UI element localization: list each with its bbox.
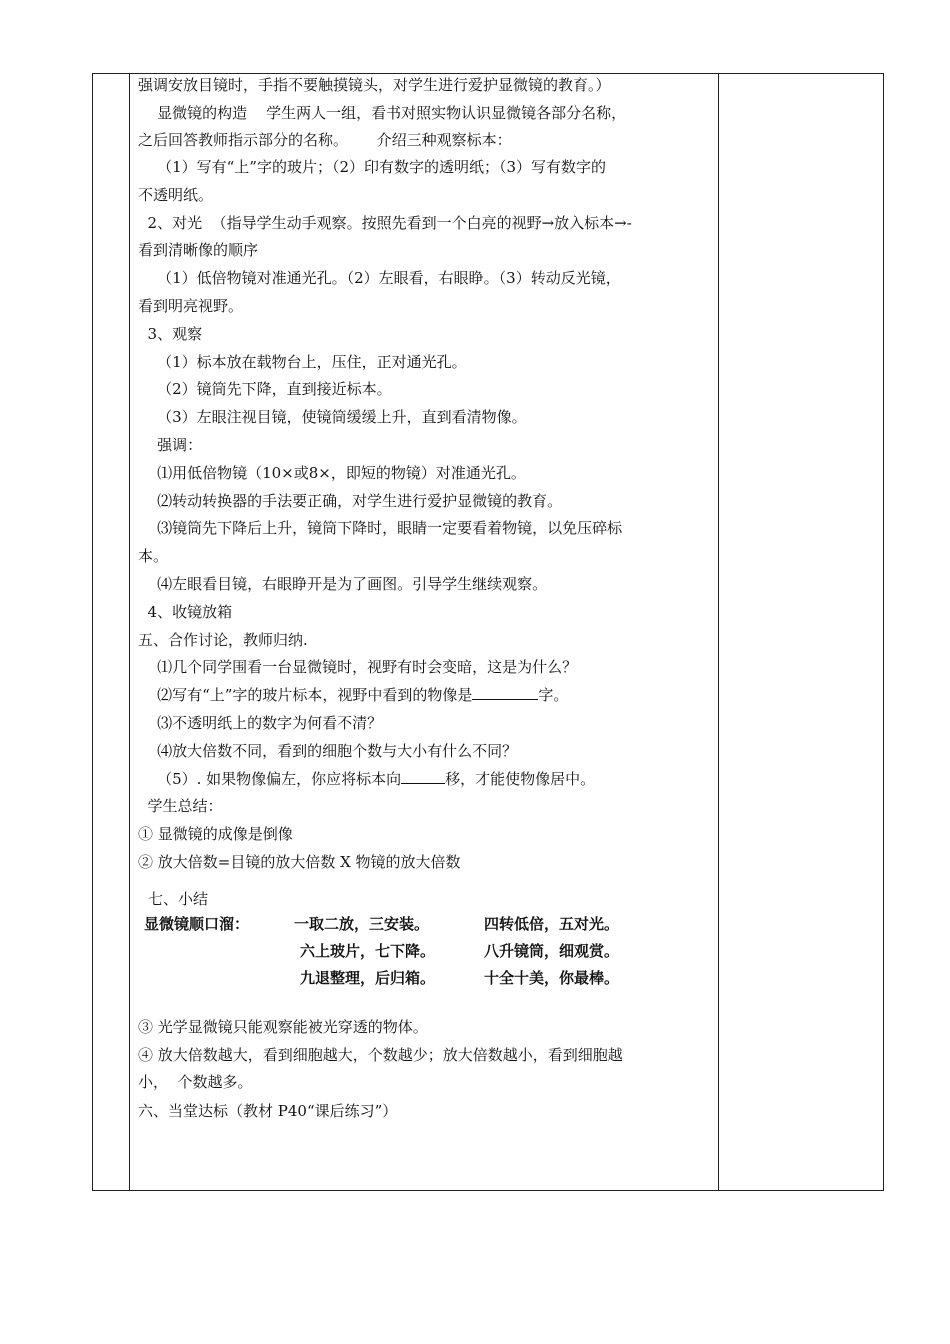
section-6-heading: 六、当堂达标（教材 P40“课后练习”） [138, 1102, 398, 1120]
text-line: ⑷左眼看目镜，右眼睁开是为了画图。引导学生继续观察。 [138, 575, 548, 593]
summary-point-4-continued: 小， 个数越多。 [138, 1073, 253, 1091]
text-line: ⑴用低倍物镜（10×或8×，即短的物镜）对准通光孔。 [138, 464, 526, 482]
text-line: 看到明亮视野。 [138, 297, 244, 315]
text-line: （1）标本放在载物台上，压住，正对通光孔。 [138, 353, 467, 371]
text-line: ⑵转动转换器的手法要正确，对学生进行爱护显微镜的教育。 [138, 492, 563, 510]
text-line: （2）镜筒先下降，直到接近标本。 [138, 380, 392, 398]
question-2 [138, 685, 568, 705]
text-line: 强调安放目镜时，手指不要触摸镜头，对学生进行爱护显微镜的教育。） [138, 76, 611, 94]
text-line: 不透明纸。 [138, 186, 214, 204]
mnemonic-phrase: 十全十美，你最棒。 [484, 969, 620, 987]
question-4: ⑷放大倍数不同，看到的细胞个数与大小有什么不同？ [138, 742, 518, 760]
table-column-divider-left [129, 74, 130, 1190]
question-5-suffix: 移，才能使物像居中。 [445, 770, 596, 788]
summary-point-1: ① 显微镜的成像是倒像 [138, 825, 293, 843]
summary-point-4: ④ 放大倍数越大，看到细胞越大，个数越少；放大倍数越小，看到细胞越 [138, 1046, 623, 1064]
text-line: 显微镜的构造 学生两人一组，看书对照实物认识显微镜各部分名称， [138, 104, 627, 122]
mnemonic-phrase: 一取二放，三安装。 [294, 915, 430, 933]
mnemonic-phrase: 四转低倍，五对光。 [484, 915, 620, 933]
text-line: 4、收镜放箱 [138, 603, 233, 621]
question-3: ⑶不透明纸上的数字为何看不清？ [138, 714, 383, 732]
student-summary-heading: 学生总结： [138, 797, 223, 815]
text-line: （1）写有“上”字的玻片；（2）印有数字的透明纸；（3）写有数字的 [138, 158, 607, 176]
text-line: 看到清晰像的顺序 [138, 241, 259, 259]
summary-point-2: ② 放大倍数=目镜的放大倍数 X 物镜的放大倍数 [138, 853, 461, 871]
summary-point-3: ③ 光学显微镜只能观察能被光穿透的物体。 [138, 1018, 428, 1036]
mnemonic-phrase: 九退整理，后归箱。 [300, 969, 436, 987]
mnemonic-phrase: 八升镜筒，细观赏。 [484, 942, 620, 960]
text-line: 本。 [138, 547, 169, 565]
text-line: 3、观察 [138, 325, 203, 343]
fill-in-blank [472, 685, 538, 700]
text-line: ⑶镜筒先下降后上升，镜筒下降时，眼睛一定要看着物镜，以免压碎标 [138, 519, 623, 537]
question-5-text: （5）. 如果物像偏左，你应将标本向 [138, 770, 402, 788]
question-5 [138, 769, 595, 789]
summary-title: 七、小结 [148, 890, 209, 908]
question-2-text: ⑵写有“上”字的玻片标本，视野中看到的物像是 [138, 686, 473, 704]
text-line: （3）左眼注视目镜，使镜筒缓缓上升，直到看清物像。 [138, 408, 527, 426]
text-line: 强调： [138, 436, 203, 454]
mnemonic-image [144, 888, 664, 998]
text-line: 五、合作讨论，教师归纳. [138, 631, 308, 649]
table-column-divider-right [718, 74, 719, 1190]
text-line: 之后回答教师指示部分的名称。 介绍三种观察标本： [138, 131, 512, 149]
question-2-suffix: 字。 [538, 686, 569, 704]
text-line: 2、对光 （指导学生动手观察。按照先看到一个白亮的视野→放入标本→- [138, 214, 632, 232]
fill-in-blank [401, 769, 445, 784]
mnemonic-label: 显微镜顺口溜： [144, 915, 250, 933]
mnemonic-phrase: 六上玻片，七下降。 [300, 942, 436, 960]
text-line: ⑴几个同学围看一台显微镜时，视野有时会变暗，这是为什么？ [138, 658, 578, 676]
text-line: （1）低倍物镜对准通光孔。（2）左眼看，右眼睁。（3）转动反光镜， [138, 269, 621, 287]
